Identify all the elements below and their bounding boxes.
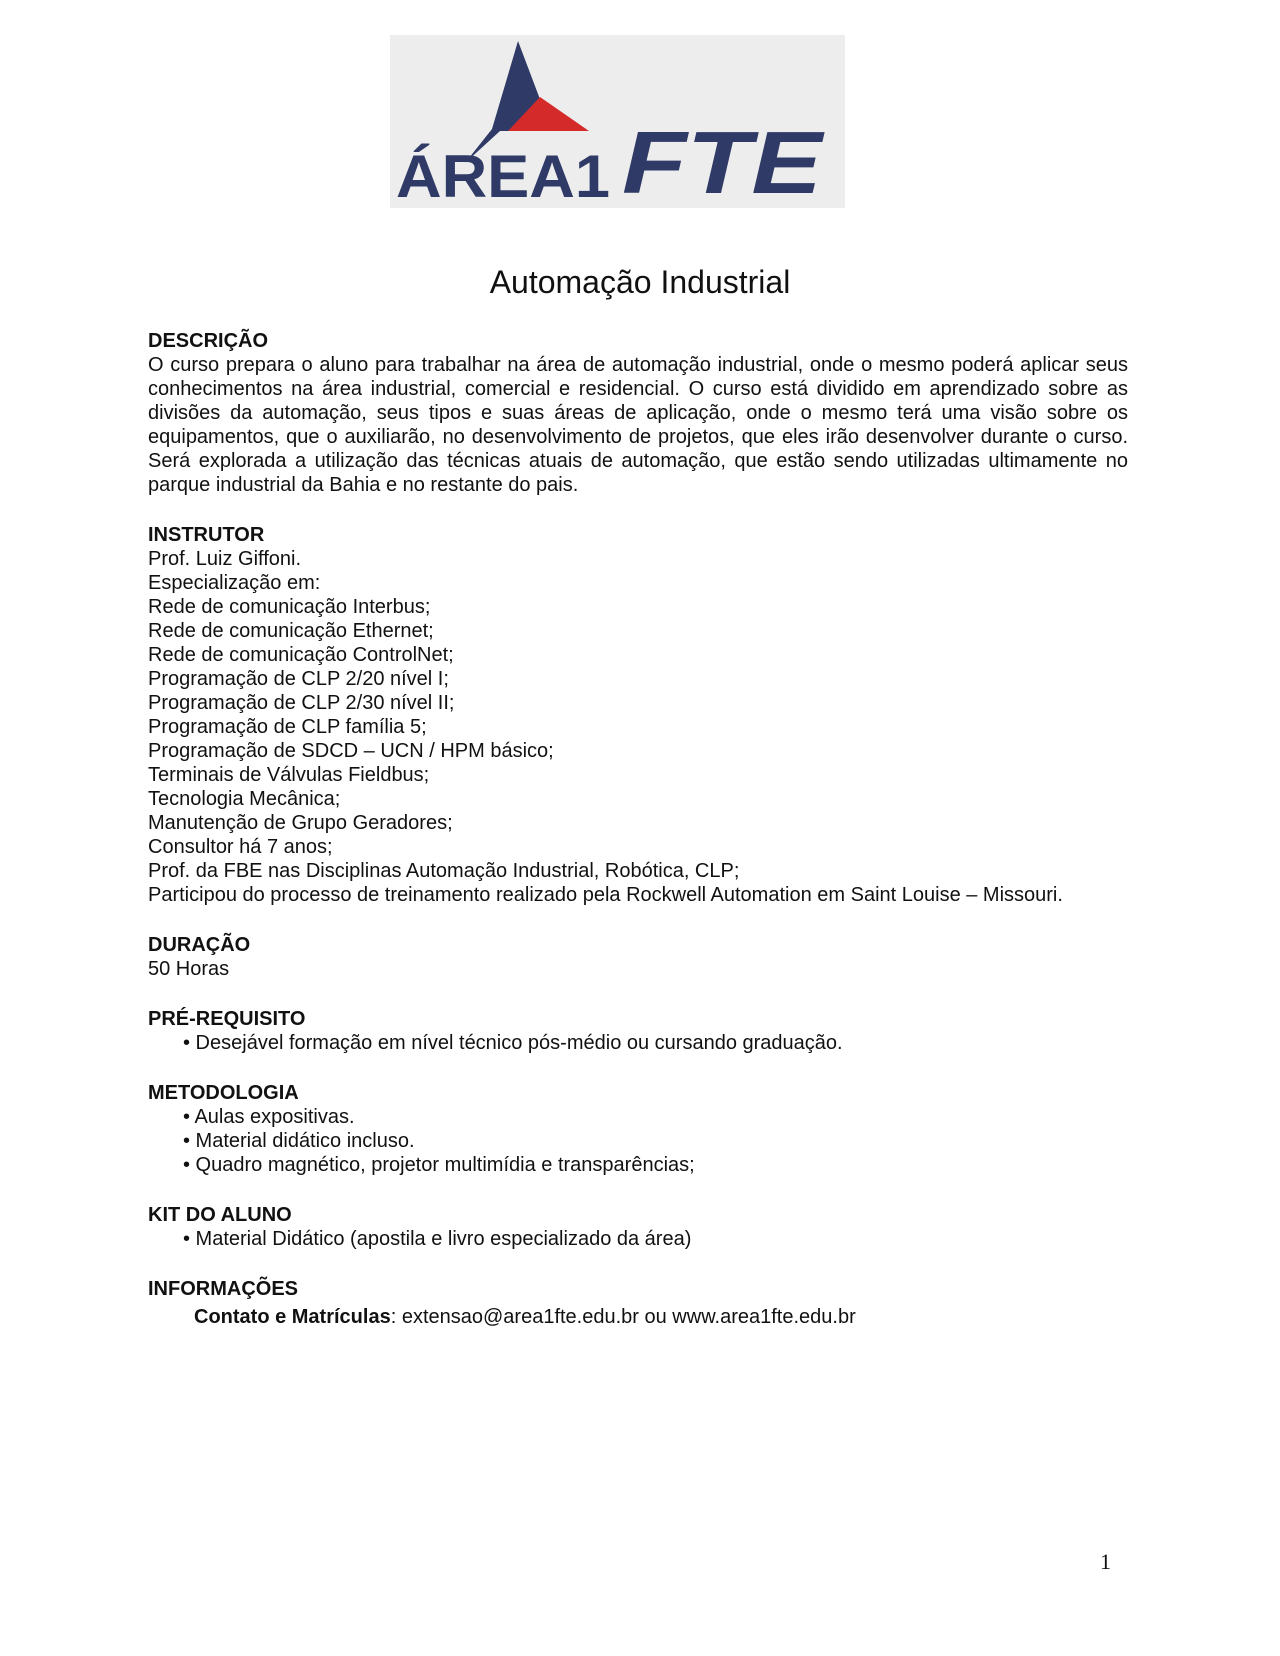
heading-instrutor: INSTRUTOR [148, 524, 265, 546]
instrutor-line: Consultor há 7 anos; [148, 836, 333, 858]
instrutor-line: Participou do processo de treinamento realizado pela Rockwell Automation em Saint Louise – Missouri. [148, 884, 1063, 906]
instrutor-line: Terminais de Válvulas Fieldbus; [148, 764, 430, 786]
section-descricao [148, 329, 1128, 497]
instrutor-line: Programação de CLP família 5; [148, 716, 427, 738]
instrutor-line: Prof. da FBE nas Disciplinas Automação Industrial, Robótica, CLP; [148, 860, 740, 882]
instrutor-line: Programação de SDCD – UCN / HPM básico; [148, 740, 554, 762]
instrutor-line: Tecnologia Mecânica; [148, 788, 341, 810]
prerequisito-bullet: • Desejável formação em nível técnico pós-médio ou cursando graduação. [183, 1032, 843, 1054]
descricao-text: O curso prepara o aluno para trabalhar na área de automação industrial, onde o mesmo poderá aplicar seus conhecimentos na área industrial, comercial e residencial. O curso está dividido em aprendizado sobre as divisões da automação, seus tipos e suas áreas de aplicação, onde o mesmo terá uma visão sobre os equipamentos, que o auxiliarão, no desenvolvimento de projetos, que eles irão desenvolver durante o curso. Será explorada a utilização das técnicas atuais de automação, que estão sendo utilizadas ultimamente no parque industrial da Bahia e no restante do pais. [148, 354, 1128, 496]
contact-text: : extensao@area1fte.edu.br ou www.area1fte.edu.br [390, 1306, 856, 1328]
duracao-text: 50 Horas [148, 958, 230, 980]
section-informacoes [148, 1277, 1128, 1329]
metodologia-bullet: • Material didático incluso. [183, 1130, 415, 1152]
instrutor-line: Programação de CLP 2/20 nível I; [148, 668, 449, 690]
heading-prerequisito: PRÉ-REQUISITO [148, 1008, 306, 1030]
metodologia-bullet: • Aulas expositivas. [183, 1106, 355, 1128]
contact-line [148, 1301, 1128, 1329]
section-duracao [148, 933, 1128, 981]
instrutor-line: Prof. Luiz Giffoni. [148, 548, 302, 570]
section-metodologia [148, 1081, 1128, 1177]
logo-text-fte: FTE [622, 113, 825, 208]
heading-descricao: DESCRIÇÃO [148, 330, 269, 352]
heading-informacoes: INFORMAÇÕES [148, 1278, 298, 1300]
area1-fte-logo [390, 35, 845, 208]
logo-text-area1: ÁREA1 [396, 143, 610, 208]
instrutor-line: Especialização em: [148, 572, 321, 594]
kit-bullet: • Material Didático (apostila e livro especializado da área) [183, 1228, 692, 1250]
contact-label: Contato e Matrículas [194, 1306, 391, 1328]
section-instrutor [148, 523, 1128, 907]
logo-graphic [390, 35, 845, 208]
heading-duracao: DURAÇÃO [148, 934, 251, 956]
metodologia-bullet: • Quadro magnético, projetor multimídia e transparências; [183, 1154, 695, 1176]
section-kit [148, 1203, 1128, 1251]
document-body [148, 329, 1128, 1355]
section-prerequisito [148, 1007, 1128, 1055]
page-number: 1 [1100, 1549, 1111, 1574]
heading-metodologia: METODOLOGIA [148, 1082, 299, 1104]
document-title: Automação Industrial [489, 264, 791, 300]
instrutor-line: Rede de comunicação Interbus; [148, 596, 431, 618]
instrutor-line: Rede de comunicação ControlNet; [148, 644, 454, 666]
heading-kit: KIT DO ALUNO [148, 1204, 292, 1226]
instrutor-line: Manutenção de Grupo Geradores; [148, 812, 453, 834]
instrutor-line: Programação de CLP 2/30 nível II; [148, 692, 455, 714]
instrutor-line: Rede de comunicação Ethernet; [148, 620, 434, 642]
